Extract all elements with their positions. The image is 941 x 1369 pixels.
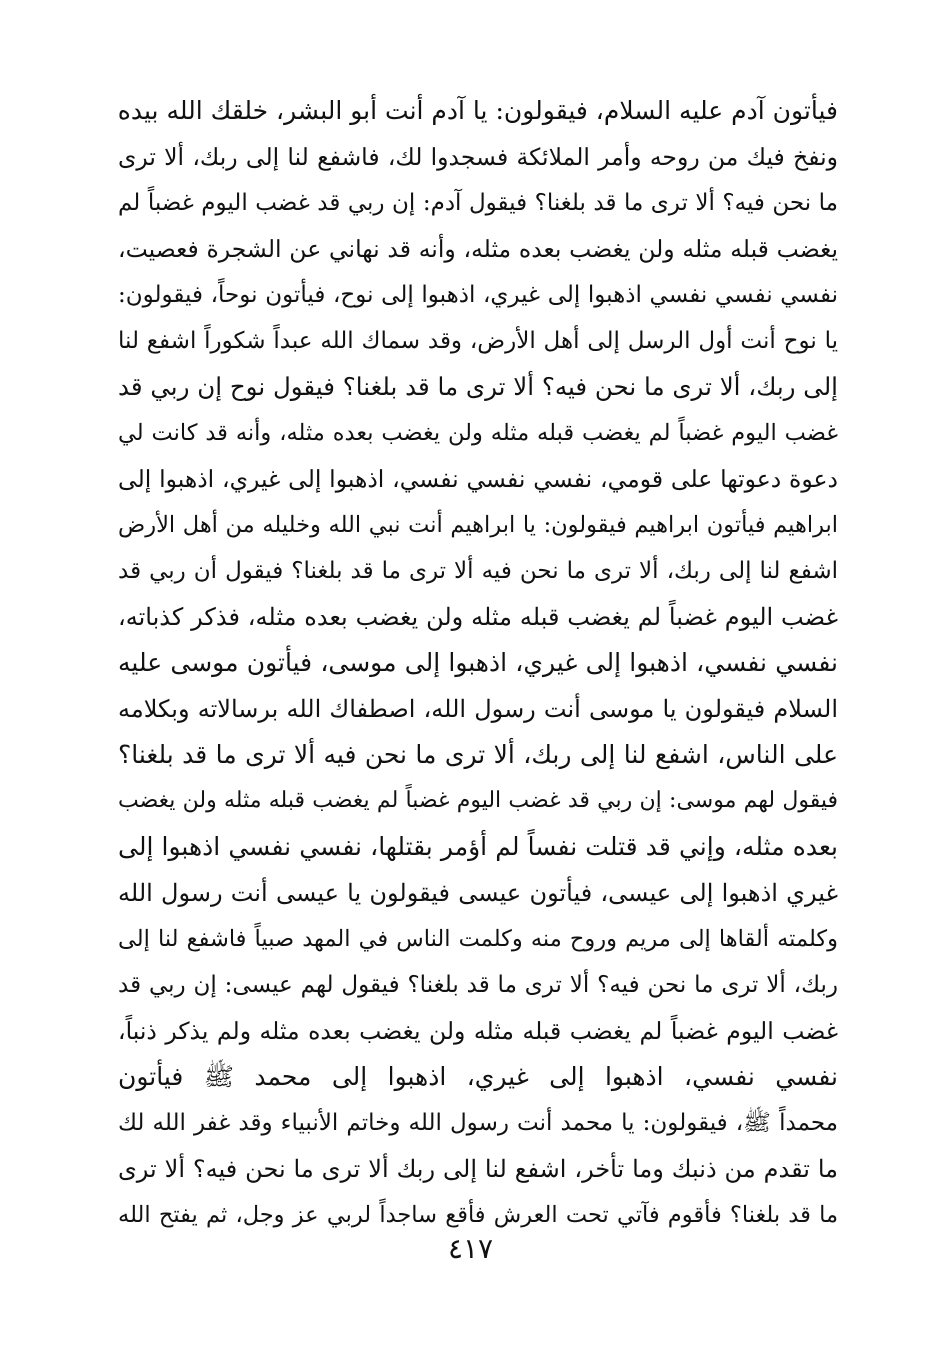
text-line: إلى ربك، ألا ترى ما نحن فيه؟ ألا ترى ما قد بلغنا؟ فيقول نوح إن ربي قد: [118, 372, 838, 401]
text-line: السلام فيقولون يا موسى أنت رسول الله، اصطفاك الله برسالاته وبكلامه: [118, 695, 838, 723]
text-line: على الناس، اشفع لنا إلى ربك، ألا ترى ما نحن فيه ألا ترى ما قد بلغنا؟: [118, 740, 838, 769]
page-number: ٤١٧: [447, 1232, 494, 1265]
text-line: يغضب قبله مثله ولن يغضب بعده مثله، وأنه قد نهاني عن الشجرة فعصيت،: [118, 235, 838, 263]
text-line: غضب اليوم غضباً لم يغضب قبله مثله ولن يغضب بعده مثله، وأنه قد كانت لي: [118, 420, 838, 446]
text-line: ما تقدم من ذنبك وما تأخر، اشفع لنا إلى ربك ألا ترى ما نحن فيه؟ ألا ترى: [118, 1155, 838, 1183]
text-line: دعوة دعوتها على قومي، نفسي نفسي نفسي، اذهبوا إلى غيري، اذهبوا إلى: [118, 465, 838, 493]
text-line: يا نوح أنت أول الرسل إلى أهل الأرض، وقد سماك الله عبداً شكوراً اشفع لنا: [118, 328, 838, 354]
text-line: ما قد بلغنا؟ فأقوم فآتي تحت العرش فأقع ساجداً لربي عز وجل، ثم يفتح الله: [118, 1202, 838, 1228]
text-line: ونفخ فيك من روحه وأمر الملائكة فسجدوا لك، فاشفع لنا إلى ربك، ألا ترى: [118, 143, 838, 171]
text-line: غضب اليوم غضباً لم يغضب قبله مثله ولن يغضب بعده مثله، فذكر كذباته،: [118, 603, 838, 631]
text-line: بعده مثله، وإني قد قتلت نفساً لم أؤمر بقتلها، نفسي نفسي اذهبوا إلى: [118, 832, 838, 861]
text-line: ما نحن فيه؟ ألا ترى ما قد بلغنا؟ فيقول آدم: إن ربي قد غضب اليوم غضباً لم: [118, 190, 838, 216]
body-text: [118, 88, 838, 1238]
text-line: نفسي نفسي، اذهبوا إلى غيري، اذهبوا إلى محمد ﷺ فيأتون: [118, 1062, 838, 1091]
text-line: ربك، ألا ترى ما نحن فيه؟ ألا ترى ما قد بلغنا؟ فيقول لهم عيسى: إن ربي قد: [118, 972, 838, 998]
text-line: ابراهيم فيأتون ابراهيم فيقولون: يا ابراهيم أنت نبي الله وخليله من أهل الأرض: [118, 512, 838, 538]
text-line: محمداً ﷺ، فيقولون: يا محمد أنت رسول الله وخاتم الأنبياء وقد غفر الله لك: [118, 1110, 838, 1136]
text-line: فيقول لهم موسى: إن ربي قد غضب اليوم غضباً لم يغضب قبله مثله ولن يغضب: [118, 788, 838, 813]
text-line: اشفع لنا إلى ربك، ألا ترى ما نحن فيه ألا ترى ما قد بلغنا؟ فيقول أن ربي قد: [118, 558, 838, 584]
text-line: وكلمته ألقاها إلى مريم وروح منه وكلمت الناس في المهد صبياً فاشفع لنا إلى: [118, 926, 838, 952]
text-line: فيأتون آدم عليه السلام، فيقولون: يا آدم أنت أبو البشر، خلقك الله بيده: [118, 96, 838, 125]
text-line: نفسي نفسي، اذهبوا إلى غيري، اذهبوا إلى موسى، فيأتون موسى عليه: [118, 648, 838, 677]
text-line: نفسي نفسي نفسي اذهبوا إلى غيري، اذهبوا إلى نوح، فيأتون نوحاً، فيقولون:: [118, 282, 838, 308]
text-line: غيري اذهبوا إلى عيسى، فيأتون عيسى فيقولون يا عيسى أنت رسول الله: [118, 879, 838, 907]
text-line: غضب اليوم غضباً لم يغضب قبله مثله ولن يغضب بعده مثله ولم يذكر ذنباً،: [118, 1017, 838, 1045]
